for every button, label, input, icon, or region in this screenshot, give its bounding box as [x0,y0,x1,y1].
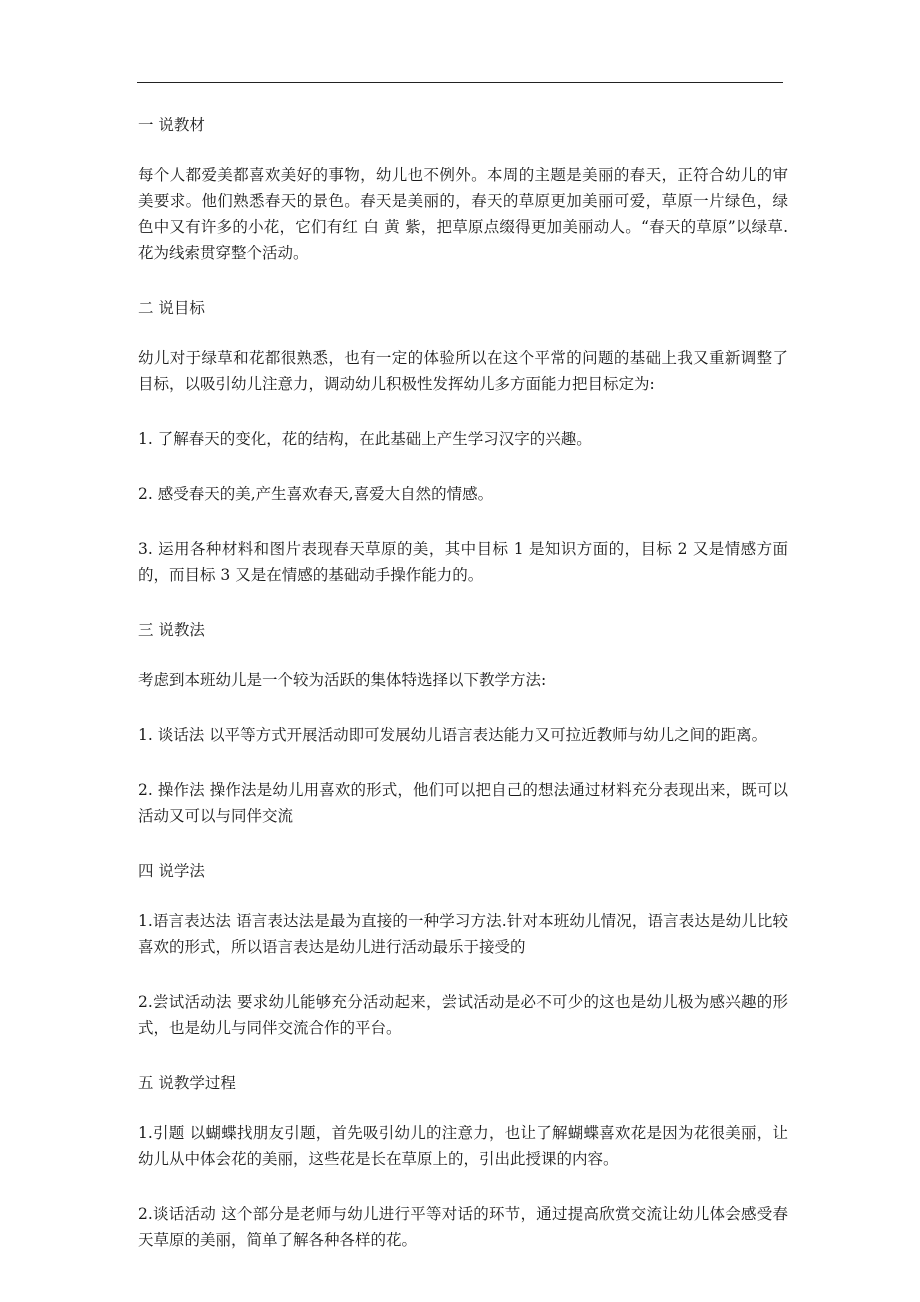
list-item: 3. 运用各种材料和图片表现春天草原的美，其中目标 1 是知识方面的，目标 2 又是情感方面的，而目标 3 又是在情感的基础动手操作能力的。 [138,540,788,584]
list-item: 2.谈话活动 这个部分是老师与幼儿进行平等对话的环节，通过提高欣赏交流让幼儿体会感受春天草原的美丽，简单了解各种各样的花。 [138,1205,788,1249]
list-item: 1. 谈话法 以平等方式开展活动即可发展幼儿语言表达能力又可拉近教师与幼儿之间的距离。 [138,726,768,744]
section-heading: 一 说教材 [138,116,205,134]
section-heading: 二 说目标 [138,299,205,317]
paragraph: 考虑到本班幼儿是一个较为活跃的集体特选择以下教学方法: [138,671,547,689]
paragraph: 幼儿对于绿草和花都很熟悉，也有一定的体验所以在这个平常的问题的基础上我又重新调整了目标，以吸引幼儿注意力，调动幼儿积极性发挥幼儿多方面能力把目标定为: [138,349,788,393]
list-item: 2.尝试活动法 要求幼儿能够充分活动起来，尝试活动是必不可少的这也是幼儿极为感兴趣的形式，也是幼儿与同伴交流合作的平台。 [138,993,788,1037]
list-item: 1. 了解春天的变化，花的结构，在此基础上产生学习汉字的兴趣。 [138,430,592,448]
document-body [138,112,788,1253]
section-heading: 五 说教学过程 [138,1074,236,1092]
list-item: 2. 操作法 操作法是幼儿用喜欢的形式，他们可以把自己的想法通过材料充分表现出来，既可以活动又可以与同伴交流 [138,781,788,825]
header-rule [137,82,783,83]
section-heading: 三 说教法 [138,621,205,639]
list-item: 1.语言表达法 语言表达法是最为直接的一种学习方法.针对本班幼儿情况，语言表达是幼儿比较喜欢的形式，所以语言表达是幼儿进行活动最乐于接受的 [138,912,788,956]
section-heading: 四 说学法 [138,862,205,880]
list-item: 2. 感受春天的美,产生喜欢春天,喜爱大自然的情感。 [138,485,494,503]
paragraph: 每个人都爱美都喜欢美好的事物，幼儿也不例外。本周的主题是美丽的春天，正符合幼儿的审美要求。他们熟悉春天的景色。春天是美丽的，春天的草原更加美丽可爱，草原一片绿色，绿色中又有许多的小花，它们有红 白 黄 紫，把草原点缀得更加美丽动人。“春天的草原”以绿草.花为线索贯穿整个活动。 [138,166,788,262]
list-item: 1.引题 以蝴蝶找朋友引题，首先吸引幼儿的注意力，也让了解蝴蝶喜欢花是因为花很美丽，让幼儿从中体会花的美丽，这些花是长在草原上的，引出此授课的内容。 [138,1124,788,1168]
